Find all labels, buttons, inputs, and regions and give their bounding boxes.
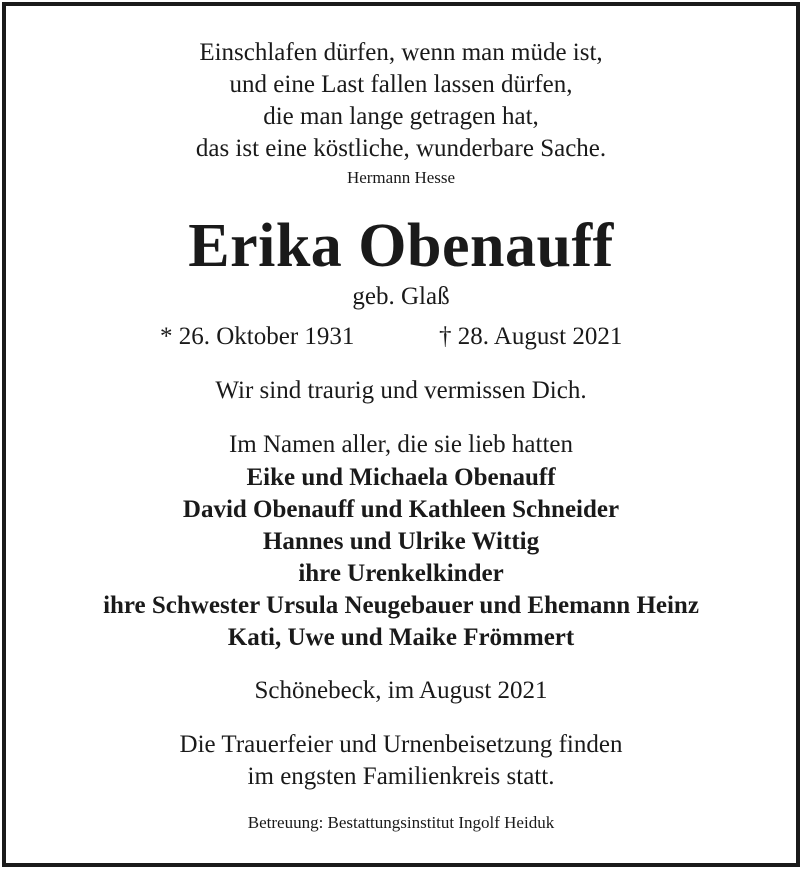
- poem-line-3: die man lange getragen hat,: [263, 103, 539, 130]
- mourner-6: Kati, Uwe und Maike Frömmert: [227, 624, 575, 651]
- obituary-content: [6, 6, 796, 863]
- poem-author: Hermann Hesse: [346, 168, 456, 187]
- ceremony-line-2: im engsten Familienkreis statt.: [247, 763, 555, 790]
- poem-line-1: Einschlafen dürfen, wenn man müde ist,: [199, 39, 603, 66]
- message: Wir sind traurig und vermissen Dich.: [215, 377, 587, 404]
- poem-line-2: und eine Last fallen lassen dürfen,: [229, 71, 573, 98]
- maiden-name: geb. Glaß: [352, 283, 450, 310]
- birth-date: * 26. Oktober 1931: [160, 323, 355, 350]
- mourner-4: ihre Urenkelkinder: [298, 560, 504, 587]
- care-note: Betreuung: Bestattungsinstitut Ingolf Heiduk: [247, 813, 555, 832]
- mourners-intro: Im Namen aller, die sie lieb hatten: [228, 431, 573, 458]
- ceremony-line-1: Die Trauerfeier und Urnenbeisetzung finden: [179, 731, 623, 758]
- place-date: Schönebeck, im August 2021: [254, 677, 548, 704]
- deceased-name: Erika Obenauff: [188, 212, 614, 280]
- mourner-5: ihre Schwester Ursula Neugebauer und Ehemann Heinz: [103, 592, 699, 619]
- death-date: † 28. August 2021: [439, 323, 623, 350]
- mourner-2: David Obenauff und Kathleen Schneider: [182, 496, 620, 523]
- mourner-3: Hannes und Ulrike Wittig: [262, 528, 540, 555]
- obituary-frame: [2, 2, 800, 867]
- mourner-1: Eike und Michaela Obenauff: [246, 464, 556, 491]
- poem-line-4: das ist eine köstliche, wunderbare Sache.: [195, 135, 607, 162]
